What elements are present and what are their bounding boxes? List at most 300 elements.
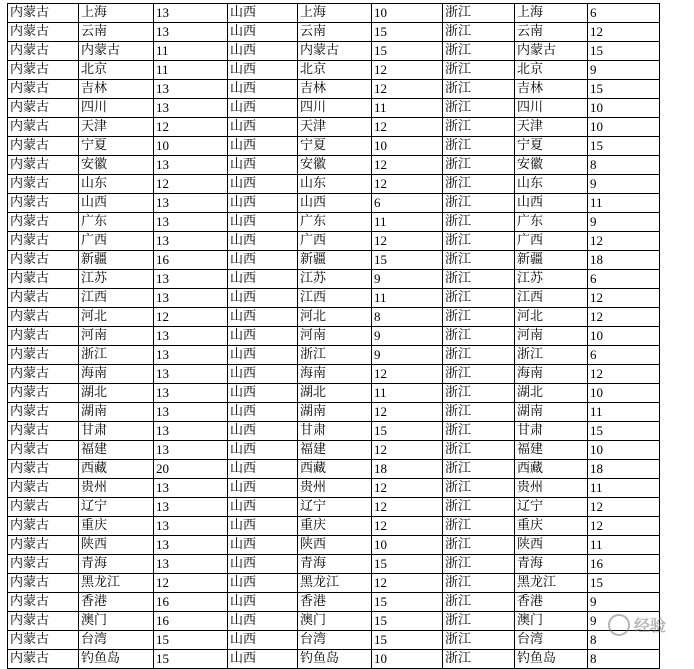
table-cell-dest-a[interactable]: 湖北 [79, 384, 154, 403]
table-cell-hours-c[interactable]: 12 [588, 308, 660, 327]
table-cell-origin-a[interactable]: 内蒙古 [8, 213, 79, 232]
table-cell-origin-a[interactable]: 内蒙古 [8, 61, 79, 80]
table-cell-dest-a[interactable]: 江苏 [79, 270, 154, 289]
table-cell-hours-a[interactable]: 13 [154, 23, 228, 42]
table-cell-origin-c[interactable]: 浙江 [443, 194, 515, 213]
table-cell-origin-a[interactable]: 内蒙古 [8, 137, 79, 156]
table-cell-dest-a[interactable]: 河北 [79, 308, 154, 327]
table-cell-hours-b[interactable]: 11 [372, 289, 443, 308]
table-cell-dest-b[interactable]: 安徽 [298, 156, 372, 175]
table-cell-hours-a[interactable]: 13 [154, 403, 228, 422]
table-cell-hours-a[interactable]: 12 [154, 175, 228, 194]
table-cell-origin-c[interactable]: 浙江 [443, 593, 515, 612]
table-cell-hours-c[interactable]: 11 [588, 479, 660, 498]
table-cell-dest-c[interactable]: 重庆 [515, 517, 588, 536]
table-cell-hours-b[interactable]: 18 [372, 460, 443, 479]
table-cell-dest-a[interactable]: 河南 [79, 327, 154, 346]
table-cell-origin-b[interactable]: 山西 [228, 612, 298, 631]
table-cell-origin-a[interactable]: 内蒙古 [8, 498, 79, 517]
table-cell-dest-b[interactable]: 四川 [298, 99, 372, 118]
table-cell-origin-b[interactable]: 山西 [228, 536, 298, 555]
table-cell-dest-c[interactable]: 海南 [515, 365, 588, 384]
table-cell-origin-a[interactable]: 内蒙古 [8, 365, 79, 384]
table-cell-hours-a[interactable]: 20 [154, 460, 228, 479]
table-cell-hours-c[interactable]: 15 [588, 137, 660, 156]
table-cell-dest-b[interactable]: 宁夏 [298, 137, 372, 156]
table-cell-origin-b[interactable]: 山西 [228, 232, 298, 251]
table-cell-dest-c[interactable]: 香港 [515, 593, 588, 612]
table-cell-dest-b[interactable]: 甘肃 [298, 422, 372, 441]
table-cell-origin-a[interactable]: 内蒙古 [8, 232, 79, 251]
table-cell-hours-b[interactable]: 9 [372, 327, 443, 346]
table-cell-dest-a[interactable]: 钓鱼岛 [79, 650, 154, 669]
table-cell-hours-a[interactable]: 13 [154, 289, 228, 308]
table-cell-origin-b[interactable]: 山西 [228, 460, 298, 479]
table-cell-hours-a[interactable]: 16 [154, 612, 228, 631]
table-cell-hours-a[interactable]: 13 [154, 422, 228, 441]
table-cell-hours-c[interactable]: 12 [588, 517, 660, 536]
table-cell-dest-a[interactable]: 海南 [79, 365, 154, 384]
table-cell-origin-c[interactable]: 浙江 [443, 631, 515, 650]
table-cell-hours-c[interactable]: 8 [588, 650, 660, 669]
table-cell-hours-a[interactable]: 13 [154, 270, 228, 289]
table-cell-origin-b[interactable]: 山西 [228, 289, 298, 308]
table-cell-hours-a[interactable]: 13 [154, 555, 228, 574]
table-cell-hours-a[interactable]: 13 [154, 517, 228, 536]
table-cell-dest-c[interactable]: 四川 [515, 99, 588, 118]
table-cell-hours-c[interactable]: 11 [588, 194, 660, 213]
table-cell-hours-c[interactable]: 12 [588, 365, 660, 384]
table-cell-hours-a[interactable]: 13 [154, 384, 228, 403]
table-cell-hours-a[interactable]: 15 [154, 631, 228, 650]
table-cell-dest-c[interactable]: 吉林 [515, 80, 588, 99]
table-cell-origin-c[interactable]: 浙江 [443, 498, 515, 517]
table-cell-dest-c[interactable]: 新疆 [515, 251, 588, 270]
table-cell-dest-c[interactable]: 广西 [515, 232, 588, 251]
table-cell-dest-b[interactable]: 新疆 [298, 251, 372, 270]
table-cell-origin-a[interactable]: 内蒙古 [8, 593, 79, 612]
table-cell-origin-a[interactable]: 内蒙古 [8, 118, 79, 137]
table-cell-origin-b[interactable]: 山西 [228, 498, 298, 517]
table-cell-origin-c[interactable]: 浙江 [443, 42, 515, 61]
table-cell-hours-a[interactable]: 13 [154, 327, 228, 346]
table-cell-dest-b[interactable]: 山西 [298, 194, 372, 213]
table-cell-dest-b[interactable]: 天津 [298, 118, 372, 137]
table-cell-dest-c[interactable]: 北京 [515, 61, 588, 80]
table-cell-hours-c[interactable]: 9 [588, 175, 660, 194]
table-cell-dest-c[interactable]: 台湾 [515, 631, 588, 650]
table-cell-hours-b[interactable]: 12 [372, 232, 443, 251]
table-cell-dest-c[interactable]: 辽宁 [515, 498, 588, 517]
table-cell-origin-a[interactable]: 内蒙古 [8, 156, 79, 175]
table-cell-dest-b[interactable]: 湖南 [298, 403, 372, 422]
table-cell-dest-c[interactable]: 宁夏 [515, 137, 588, 156]
table-cell-dest-a[interactable]: 四川 [79, 99, 154, 118]
table-cell-dest-b[interactable]: 香港 [298, 593, 372, 612]
table-cell-origin-a[interactable]: 内蒙古 [8, 289, 79, 308]
table-cell-hours-c[interactable]: 9 [588, 593, 660, 612]
table-cell-origin-c[interactable]: 浙江 [443, 232, 515, 251]
table-cell-dest-b[interactable]: 陕西 [298, 536, 372, 555]
table-cell-origin-b[interactable]: 山西 [228, 42, 298, 61]
table-cell-dest-b[interactable]: 青海 [298, 555, 372, 574]
table-cell-dest-a[interactable]: 新疆 [79, 251, 154, 270]
table-cell-dest-c[interactable]: 山东 [515, 175, 588, 194]
table-cell-origin-a[interactable]: 内蒙古 [8, 536, 79, 555]
table-cell-dest-a[interactable]: 福建 [79, 441, 154, 460]
table-cell-origin-b[interactable]: 山西 [228, 156, 298, 175]
table-cell-dest-a[interactable]: 青海 [79, 555, 154, 574]
table-cell-dest-a[interactable]: 贵州 [79, 479, 154, 498]
table-cell-origin-a[interactable]: 内蒙古 [8, 555, 79, 574]
table-cell-dest-c[interactable]: 钓鱼岛 [515, 650, 588, 669]
table-cell-origin-b[interactable]: 山西 [228, 118, 298, 137]
table-cell-hours-c[interactable]: 9 [588, 61, 660, 80]
table-cell-hours-c[interactable]: 12 [588, 232, 660, 251]
table-cell-dest-b[interactable]: 河南 [298, 327, 372, 346]
table-cell-hours-b[interactable]: 12 [372, 118, 443, 137]
table-cell-dest-c[interactable]: 河南 [515, 327, 588, 346]
table-cell-dest-c[interactable]: 上海 [515, 4, 588, 23]
table-cell-hours-c[interactable]: 6 [588, 270, 660, 289]
table-cell-origin-a[interactable]: 内蒙古 [8, 42, 79, 61]
table-cell-hours-c[interactable]: 15 [588, 422, 660, 441]
table-cell-origin-b[interactable]: 山西 [228, 422, 298, 441]
table-cell-dest-b[interactable]: 贵州 [298, 479, 372, 498]
table-cell-origin-c[interactable]: 浙江 [443, 612, 515, 631]
table-cell-dest-b[interactable]: 上海 [298, 4, 372, 23]
table-cell-hours-a[interactable]: 13 [154, 365, 228, 384]
table-cell-hours-c[interactable]: 18 [588, 460, 660, 479]
table-cell-origin-b[interactable]: 山西 [228, 365, 298, 384]
table-cell-dest-c[interactable]: 贵州 [515, 479, 588, 498]
table-cell-hours-c[interactable]: 15 [588, 80, 660, 99]
table-cell-dest-b[interactable]: 重庆 [298, 517, 372, 536]
table-cell-hours-b[interactable]: 15 [372, 555, 443, 574]
table-cell-origin-b[interactable]: 山西 [228, 4, 298, 23]
table-cell-hours-a[interactable]: 12 [154, 308, 228, 327]
table-cell-origin-a[interactable]: 内蒙古 [8, 346, 79, 365]
table-cell-origin-a[interactable]: 内蒙古 [8, 327, 79, 346]
table-cell-dest-b[interactable]: 湖北 [298, 384, 372, 403]
table-cell-dest-b[interactable]: 浙江 [298, 346, 372, 365]
table-cell-origin-a[interactable]: 内蒙古 [8, 460, 79, 479]
table-cell-dest-b[interactable]: 广东 [298, 213, 372, 232]
table-cell-origin-c[interactable]: 浙江 [443, 574, 515, 593]
table-cell-dest-a[interactable]: 西藏 [79, 460, 154, 479]
table-cell-dest-c[interactable]: 黑龙江 [515, 574, 588, 593]
table-cell-origin-a[interactable]: 内蒙古 [8, 403, 79, 422]
table-cell-hours-a[interactable]: 16 [154, 593, 228, 612]
table-cell-dest-b[interactable]: 福建 [298, 441, 372, 460]
table-cell-dest-a[interactable]: 广东 [79, 213, 154, 232]
table-cell-hours-b[interactable]: 10 [372, 536, 443, 555]
table-cell-origin-c[interactable]: 浙江 [443, 270, 515, 289]
table-cell-hours-b[interactable]: 12 [372, 80, 443, 99]
table-cell-dest-c[interactable]: 江西 [515, 289, 588, 308]
table-cell-hours-a[interactable]: 13 [154, 80, 228, 99]
table-cell-origin-b[interactable]: 山西 [228, 61, 298, 80]
table-cell-origin-b[interactable]: 山西 [228, 80, 298, 99]
table-cell-hours-b[interactable]: 11 [372, 99, 443, 118]
table-cell-hours-a[interactable]: 13 [154, 232, 228, 251]
table-cell-hours-b[interactable]: 15 [372, 23, 443, 42]
table-cell-dest-a[interactable]: 香港 [79, 593, 154, 612]
table-cell-hours-b[interactable]: 12 [372, 156, 443, 175]
table-cell-origin-b[interactable]: 山西 [228, 346, 298, 365]
table-cell-hours-c[interactable]: 11 [588, 536, 660, 555]
table-cell-hours-b[interactable]: 12 [372, 498, 443, 517]
table-cell-hours-b[interactable]: 12 [372, 403, 443, 422]
table-cell-dest-a[interactable]: 北京 [79, 61, 154, 80]
table-cell-dest-c[interactable]: 河北 [515, 308, 588, 327]
table-cell-hours-c[interactable]: 9 [588, 213, 660, 232]
table-cell-origin-b[interactable]: 山西 [228, 251, 298, 270]
table-cell-origin-b[interactable]: 山西 [228, 384, 298, 403]
table-cell-hours-b[interactable]: 15 [372, 612, 443, 631]
table-cell-hours-b[interactable]: 15 [372, 631, 443, 650]
table-cell-origin-c[interactable]: 浙江 [443, 384, 515, 403]
table-cell-origin-a[interactable]: 内蒙古 [8, 23, 79, 42]
table-cell-dest-a[interactable]: 宁夏 [79, 137, 154, 156]
table-cell-origin-c[interactable]: 浙江 [443, 4, 515, 23]
table-cell-origin-b[interactable]: 山西 [228, 327, 298, 346]
table-cell-hours-c[interactable]: 9 [588, 612, 660, 631]
table-cell-origin-a[interactable]: 内蒙古 [8, 479, 79, 498]
table-cell-origin-a[interactable]: 内蒙古 [8, 308, 79, 327]
table-cell-dest-c[interactable]: 广东 [515, 213, 588, 232]
table-cell-dest-b[interactable]: 吉林 [298, 80, 372, 99]
table-cell-hours-b[interactable]: 12 [372, 365, 443, 384]
table-cell-dest-b[interactable]: 江西 [298, 289, 372, 308]
table-cell-hours-a[interactable]: 11 [154, 42, 228, 61]
table-cell-hours-b[interactable]: 15 [372, 42, 443, 61]
table-cell-hours-a[interactable]: 15 [154, 650, 228, 669]
table-cell-hours-b[interactable]: 11 [372, 384, 443, 403]
table-cell-hours-a[interactable]: 13 [154, 99, 228, 118]
table-cell-hours-a[interactable]: 13 [154, 498, 228, 517]
table-cell-origin-c[interactable]: 浙江 [443, 327, 515, 346]
table-cell-dest-c[interactable]: 山西 [515, 194, 588, 213]
table-cell-origin-a[interactable]: 内蒙古 [8, 270, 79, 289]
table-cell-dest-b[interactable]: 内蒙古 [298, 42, 372, 61]
table-cell-origin-c[interactable]: 浙江 [443, 460, 515, 479]
table-cell-hours-c[interactable]: 11 [588, 403, 660, 422]
table-cell-dest-c[interactable]: 陕西 [515, 536, 588, 555]
table-cell-origin-a[interactable]: 内蒙古 [8, 4, 79, 23]
table-cell-origin-b[interactable]: 山西 [228, 574, 298, 593]
table-cell-origin-b[interactable]: 山西 [228, 99, 298, 118]
table-cell-hours-c[interactable]: 15 [588, 42, 660, 61]
table-cell-origin-b[interactable]: 山西 [228, 23, 298, 42]
table-cell-hours-b[interactable]: 8 [372, 308, 443, 327]
table-cell-dest-c[interactable]: 澳门 [515, 612, 588, 631]
table-cell-hours-a[interactable]: 13 [154, 156, 228, 175]
table-cell-origin-a[interactable]: 内蒙古 [8, 175, 79, 194]
table-cell-origin-a[interactable]: 内蒙古 [8, 574, 79, 593]
table-cell-origin-b[interactable]: 山西 [228, 517, 298, 536]
table-cell-hours-b[interactable]: 6 [372, 194, 443, 213]
table-cell-origin-c[interactable]: 浙江 [443, 308, 515, 327]
table-cell-origin-c[interactable]: 浙江 [443, 61, 515, 80]
table-cell-dest-b[interactable]: 河北 [298, 308, 372, 327]
table-cell-hours-a[interactable]: 13 [154, 194, 228, 213]
table-cell-hours-c[interactable]: 12 [588, 23, 660, 42]
table-cell-dest-b[interactable]: 江苏 [298, 270, 372, 289]
table-cell-origin-a[interactable]: 内蒙古 [8, 99, 79, 118]
table-cell-origin-b[interactable]: 山西 [228, 270, 298, 289]
table-cell-dest-c[interactable]: 安徽 [515, 156, 588, 175]
table-cell-dest-a[interactable]: 山东 [79, 175, 154, 194]
table-cell-hours-b[interactable]: 11 [372, 213, 443, 232]
table-cell-origin-c[interactable]: 浙江 [443, 346, 515, 365]
table-cell-origin-a[interactable]: 内蒙古 [8, 441, 79, 460]
table-cell-dest-a[interactable]: 陕西 [79, 536, 154, 555]
table-cell-dest-b[interactable]: 西藏 [298, 460, 372, 479]
table-cell-origin-c[interactable]: 浙江 [443, 213, 515, 232]
table-cell-origin-c[interactable]: 浙江 [443, 23, 515, 42]
table-cell-origin-c[interactable]: 浙江 [443, 555, 515, 574]
table-cell-origin-b[interactable]: 山西 [228, 650, 298, 669]
table-cell-dest-c[interactable]: 湖北 [515, 384, 588, 403]
table-cell-hours-a[interactable]: 13 [154, 346, 228, 365]
table-cell-hours-c[interactable]: 8 [588, 156, 660, 175]
table-cell-hours-c[interactable]: 6 [588, 346, 660, 365]
table-cell-hours-a[interactable]: 11 [154, 61, 228, 80]
table-cell-hours-b[interactable]: 15 [372, 593, 443, 612]
table-cell-origin-c[interactable]: 浙江 [443, 137, 515, 156]
table-cell-dest-c[interactable]: 云南 [515, 23, 588, 42]
table-cell-hours-c[interactable]: 10 [588, 99, 660, 118]
table-cell-hours-c[interactable]: 8 [588, 631, 660, 650]
table-cell-hours-a[interactable]: 13 [154, 479, 228, 498]
table-cell-hours-c[interactable]: 10 [588, 327, 660, 346]
table-cell-dest-c[interactable]: 浙江 [515, 346, 588, 365]
table-cell-hours-c[interactable]: 12 [588, 498, 660, 517]
table-cell-hours-a[interactable]: 13 [154, 536, 228, 555]
table-cell-origin-c[interactable]: 浙江 [443, 99, 515, 118]
table-cell-origin-b[interactable]: 山西 [228, 479, 298, 498]
table-cell-hours-c[interactable]: 10 [588, 118, 660, 137]
table-cell-origin-b[interactable]: 山西 [228, 593, 298, 612]
table-cell-hours-b[interactable]: 12 [372, 175, 443, 194]
table-cell-dest-a[interactable]: 上海 [79, 4, 154, 23]
table-cell-origin-b[interactable]: 山西 [228, 194, 298, 213]
table-cell-hours-c[interactable]: 6 [588, 4, 660, 23]
table-cell-hours-b[interactable]: 12 [372, 441, 443, 460]
table-cell-hours-a[interactable]: 13 [154, 213, 228, 232]
table-cell-origin-c[interactable]: 浙江 [443, 479, 515, 498]
table-cell-origin-c[interactable]: 浙江 [443, 536, 515, 555]
table-cell-dest-a[interactable]: 山西 [79, 194, 154, 213]
table-cell-hours-b[interactable]: 9 [372, 346, 443, 365]
table-cell-hours-b[interactable]: 15 [372, 422, 443, 441]
table-cell-dest-a[interactable]: 台湾 [79, 631, 154, 650]
table-cell-dest-b[interactable]: 台湾 [298, 631, 372, 650]
table-cell-dest-b[interactable]: 钓鱼岛 [298, 650, 372, 669]
table-cell-origin-b[interactable]: 山西 [228, 213, 298, 232]
table-cell-origin-b[interactable]: 山西 [228, 555, 298, 574]
table-cell-hours-b[interactable]: 15 [372, 251, 443, 270]
table-cell-origin-a[interactable]: 内蒙古 [8, 612, 79, 631]
table-cell-dest-b[interactable]: 广西 [298, 232, 372, 251]
table-cell-hours-a[interactable]: 12 [154, 118, 228, 137]
table-cell-hours-b[interactable]: 9 [372, 270, 443, 289]
table-cell-hours-b[interactable]: 12 [372, 574, 443, 593]
table-cell-dest-a[interactable]: 江西 [79, 289, 154, 308]
table-cell-hours-b[interactable]: 12 [372, 517, 443, 536]
table-cell-origin-b[interactable]: 山西 [228, 631, 298, 650]
table-cell-origin-b[interactable]: 山西 [228, 403, 298, 422]
table-cell-hours-c[interactable]: 10 [588, 441, 660, 460]
table-cell-dest-a[interactable]: 辽宁 [79, 498, 154, 517]
table-cell-hours-c[interactable]: 12 [588, 289, 660, 308]
table-cell-origin-b[interactable]: 山西 [228, 441, 298, 460]
table-cell-dest-c[interactable]: 西藏 [515, 460, 588, 479]
table-cell-dest-a[interactable]: 澳门 [79, 612, 154, 631]
table-cell-origin-c[interactable]: 浙江 [443, 365, 515, 384]
table-cell-origin-a[interactable]: 内蒙古 [8, 517, 79, 536]
table-cell-origin-a[interactable]: 内蒙古 [8, 384, 79, 403]
table-cell-hours-b[interactable]: 12 [372, 61, 443, 80]
table-cell-origin-c[interactable]: 浙江 [443, 80, 515, 99]
table-cell-hours-a[interactable]: 10 [154, 137, 228, 156]
table-cell-origin-b[interactable]: 山西 [228, 308, 298, 327]
table-cell-origin-c[interactable]: 浙江 [443, 118, 515, 137]
table-cell-dest-c[interactable]: 青海 [515, 555, 588, 574]
table-cell-origin-c[interactable]: 浙江 [443, 175, 515, 194]
table-cell-dest-b[interactable]: 辽宁 [298, 498, 372, 517]
table-cell-hours-a[interactable]: 13 [154, 4, 228, 23]
table-cell-origin-c[interactable]: 浙江 [443, 289, 515, 308]
table-cell-dest-b[interactable]: 云南 [298, 23, 372, 42]
table-cell-hours-c[interactable]: 10 [588, 384, 660, 403]
table-cell-hours-c[interactable]: 15 [588, 574, 660, 593]
table-cell-dest-a[interactable]: 云南 [79, 23, 154, 42]
table-cell-origin-a[interactable]: 内蒙古 [8, 251, 79, 270]
table-cell-origin-b[interactable]: 山西 [228, 137, 298, 156]
table-cell-dest-a[interactable]: 黑龙江 [79, 574, 154, 593]
table-cell-dest-a[interactable]: 广西 [79, 232, 154, 251]
table-cell-origin-b[interactable]: 山西 [228, 175, 298, 194]
table-cell-dest-a[interactable]: 内蒙古 [79, 42, 154, 61]
table-cell-origin-c[interactable]: 浙江 [443, 441, 515, 460]
table-cell-dest-c[interactable]: 福建 [515, 441, 588, 460]
table-cell-dest-c[interactable]: 天津 [515, 118, 588, 137]
table-cell-dest-b[interactable]: 山东 [298, 175, 372, 194]
table-cell-hours-b[interactable]: 10 [372, 4, 443, 23]
table-cell-dest-c[interactable]: 江苏 [515, 270, 588, 289]
table-cell-origin-c[interactable]: 浙江 [443, 403, 515, 422]
table-cell-hours-a[interactable]: 12 [154, 574, 228, 593]
table-cell-hours-b[interactable]: 10 [372, 137, 443, 156]
table-cell-origin-a[interactable]: 内蒙古 [8, 631, 79, 650]
table-cell-dest-b[interactable]: 澳门 [298, 612, 372, 631]
table-cell-dest-a[interactable]: 浙江 [79, 346, 154, 365]
table-cell-hours-b[interactable]: 10 [372, 650, 443, 669]
table-cell-origin-c[interactable]: 浙江 [443, 517, 515, 536]
table-cell-dest-c[interactable]: 湖南 [515, 403, 588, 422]
table-cell-origin-a[interactable]: 内蒙古 [8, 650, 79, 669]
table-cell-hours-b[interactable]: 12 [372, 479, 443, 498]
table-cell-dest-a[interactable]: 吉林 [79, 80, 154, 99]
table-cell-dest-a[interactable]: 湖南 [79, 403, 154, 422]
table-cell-origin-c[interactable]: 浙江 [443, 650, 515, 669]
table-cell-hours-a[interactable]: 13 [154, 441, 228, 460]
table-cell-origin-c[interactable]: 浙江 [443, 251, 515, 270]
table-cell-dest-b[interactable]: 北京 [298, 61, 372, 80]
table-cell-origin-a[interactable]: 内蒙古 [8, 422, 79, 441]
